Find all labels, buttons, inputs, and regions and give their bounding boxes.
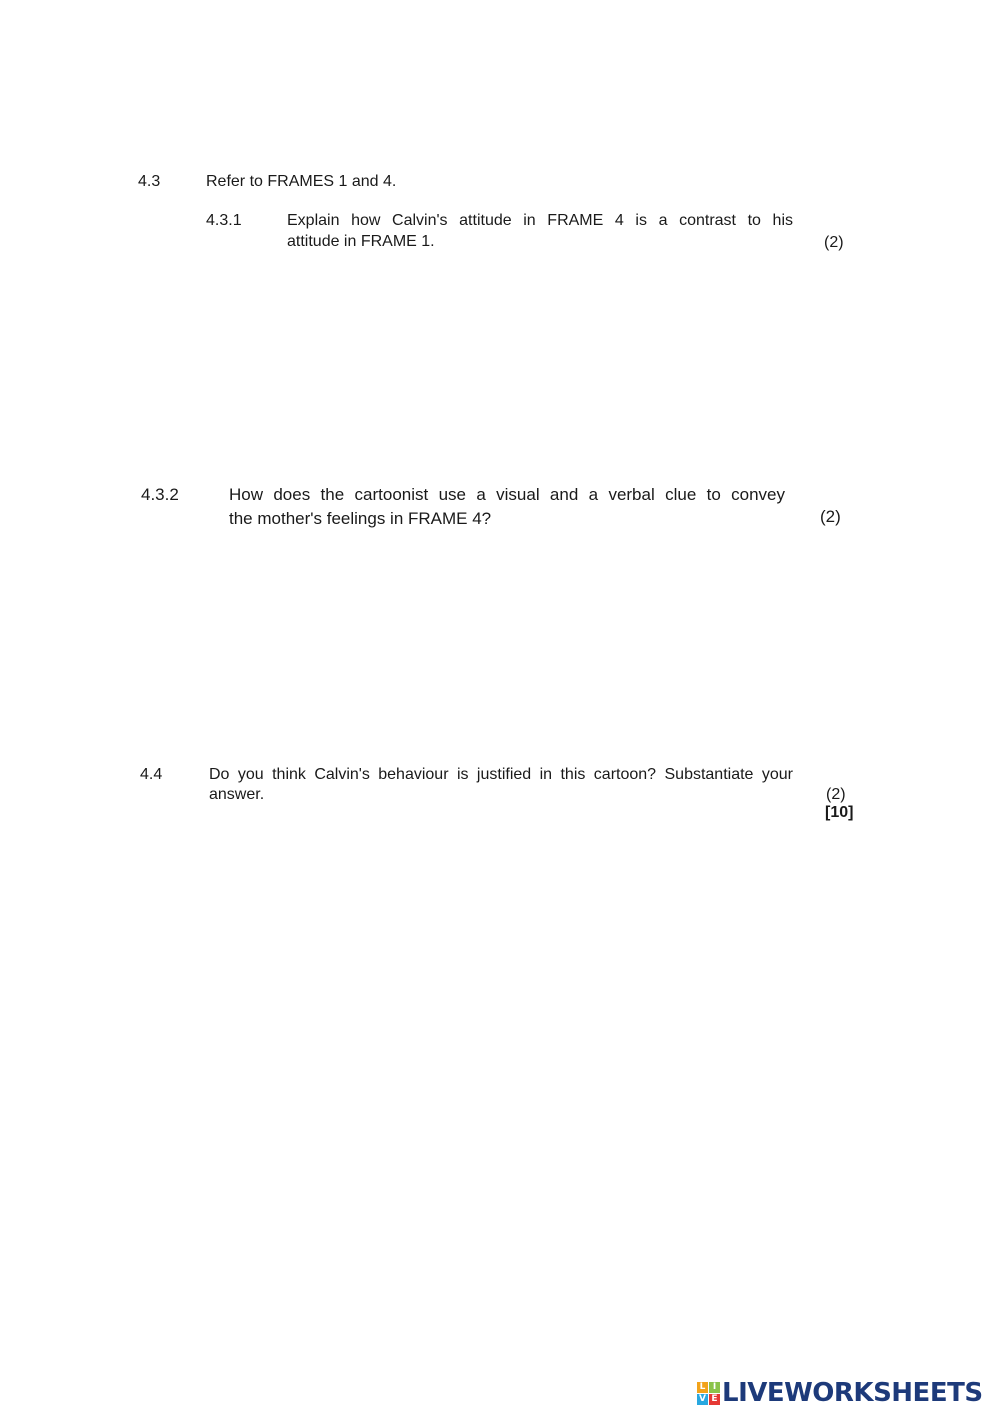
question-text-4-3: Refer to FRAMES 1 and 4. xyxy=(206,173,397,190)
marks-4-3-1: (2) xyxy=(824,234,844,251)
marks-4-4: (2) xyxy=(826,786,846,803)
question-text-4-3-2-line1: How does the cartoonist use a visual and a verbal clue to convey xyxy=(229,485,785,504)
marks-4-3-2: (2) xyxy=(820,507,841,526)
logo-cell: E xyxy=(709,1394,720,1405)
logo-cell: V xyxy=(697,1394,708,1405)
liveworksheets-logo xyxy=(697,1376,983,1410)
logo-text: LIVEWORKSHEETS xyxy=(722,1378,983,1408)
question-number-4-3-1: 4.3.1 xyxy=(206,212,242,229)
logo-cell: L xyxy=(697,1382,708,1393)
question-text-4-3-1-line2: attitude in FRAME 1. xyxy=(287,233,435,250)
question-text-4-4-line1: Do you think Calvin's behaviour is justified in this cartoon? Substantiate your xyxy=(209,766,793,783)
logo-cell: I xyxy=(709,1382,720,1393)
question-text-4-4-line2: answer. xyxy=(209,786,265,803)
question-number-4-4: 4.4 xyxy=(140,766,163,783)
question-text-4-3-2-line2: the mother's feelings in FRAME 4? xyxy=(229,509,492,528)
section-total: [10] xyxy=(825,804,854,821)
question-text-4-3-1-line1: Explain how Calvin's attitude in FRAME 4 is a contrast to his xyxy=(287,212,793,229)
question-number-4-3-2: 4.3.2 xyxy=(141,485,179,504)
logo-mark-icon xyxy=(697,1382,720,1405)
question-number-4-3: 4.3 xyxy=(138,173,161,190)
